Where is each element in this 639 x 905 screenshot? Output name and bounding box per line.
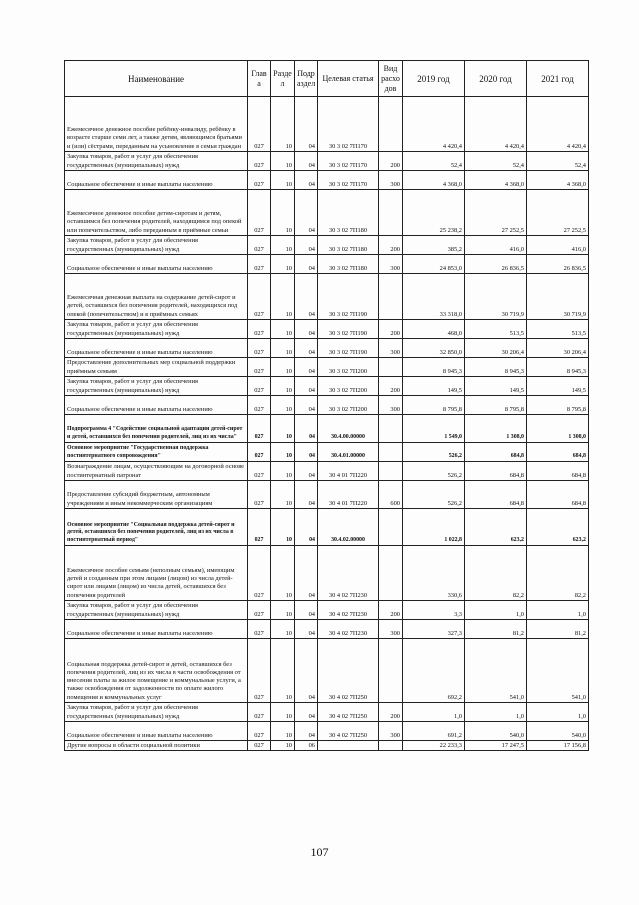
cell-podrazdel: 04 (295, 358, 318, 377)
header-year-2021: 2021 год (527, 61, 589, 97)
cell-year-2019: 526,2 (403, 462, 465, 481)
cell-article: 30 4 02 7П230 (318, 546, 379, 601)
cell-razdel: 10 (271, 274, 295, 320)
cell-article: 30 3 02 7П180 (318, 190, 379, 236)
cell-year-2021: 4 420,4 (527, 97, 589, 152)
cell-expense-type (379, 741, 403, 751)
cell-year-2021: 416,0 (527, 236, 589, 255)
cell-podrazdel: 04 (295, 546, 318, 601)
cell-year-2020: 623,2 (465, 509, 527, 546)
cell-year-2019: 330,6 (403, 546, 465, 601)
cell-razdel: 10 (271, 546, 295, 601)
cell-year-2019: 526,2 (403, 481, 465, 509)
cell-razdel: 10 (271, 97, 295, 152)
cell-razdel: 10 (271, 601, 295, 620)
cell-glava: 027 (248, 339, 271, 358)
cell-article: 30 4 02 7П250 (318, 722, 379, 741)
table-row (65, 546, 589, 601)
cell-article: 30 3 02 7П200 (318, 358, 379, 377)
cell-article: 30 3 02 7П190 (318, 339, 379, 358)
cell-razdel: 10 (271, 152, 295, 171)
cell-year-2020: 684,8 (465, 443, 527, 462)
table-row (65, 601, 589, 620)
cell-name: Ежемесячное денежное пособие ребёнку-инвалиду, ребёнку в возрасте старше семи лет, а также детям, являющимся братьями и (или) сёстрами, переданным на усыновление в семьи граждан (65, 97, 248, 152)
cell-year-2021: 52,4 (527, 152, 589, 171)
table-row (65, 703, 589, 722)
cell-year-2019: 33 318,0 (403, 274, 465, 320)
cell-podrazdel: 04 (295, 462, 318, 481)
cell-year-2020: 1,0 (465, 703, 527, 722)
cell-year-2021: 30 719,9 (527, 274, 589, 320)
cell-year-2020: 1 308,0 (465, 415, 527, 443)
cell-article: 30.4.01.00000 (318, 443, 379, 462)
cell-podrazdel: 04 (295, 620, 318, 639)
cell-podrazdel: 04 (295, 509, 318, 546)
cell-name: Вознаграждение лицам, осуществляющим на договорной основе постинтернатный патронат (65, 462, 248, 481)
cell-expense-type (379, 546, 403, 601)
cell-expense-type: 300 (379, 339, 403, 358)
cell-year-2021: 1,0 (527, 601, 589, 620)
cell-razdel: 10 (271, 481, 295, 509)
cell-year-2019: 385,2 (403, 236, 465, 255)
cell-article: 30 3 02 7П170 (318, 152, 379, 171)
cell-razdel: 10 (271, 171, 295, 190)
table-row (65, 97, 589, 152)
cell-article: 30 4 01 7П220 (318, 481, 379, 509)
cell-year-2021: 27 252,5 (527, 190, 589, 236)
cell-razdel: 10 (271, 722, 295, 741)
cell-name: Ежемесячное пособие семьям (неполным семьям), имеющим детей и созданным при этом лицами (лицом) из числа детей-сирот или лицами (лицом) из числа детей, оставшихся без попечения родителей (65, 546, 248, 601)
table-row (65, 443, 589, 462)
cell-year-2021: 82,2 (527, 546, 589, 601)
table-row (65, 481, 589, 509)
cell-year-2019: 149,5 (403, 377, 465, 396)
cell-razdel: 10 (271, 255, 295, 274)
cell-razdel: 10 (271, 443, 295, 462)
header-year-2019: 2019 год (403, 61, 465, 97)
cell-expense-type (379, 415, 403, 443)
cell-name: Закупка товаров, работ и услуг для обеспечения государственных (муниципальных) нужд (65, 152, 248, 171)
cell-year-2020: 541,0 (465, 639, 527, 703)
cell-article: 30 4 02 7П250 (318, 703, 379, 722)
cell-name: Закупка товаров, работ и услуг для обеспечения государственных (муниципальных) нужд (65, 703, 248, 722)
cell-year-2020: 4 368,0 (465, 171, 527, 190)
cell-glava: 027 (248, 152, 271, 171)
cell-glava: 027 (248, 546, 271, 601)
cell-year-2020: 30 719,9 (465, 274, 527, 320)
cell-year-2019: 327,3 (403, 620, 465, 639)
cell-glava: 027 (248, 481, 271, 509)
cell-name: Социальное обеспечение и иные выплаты населению (65, 620, 248, 639)
cell-expense-type: 300 (379, 171, 403, 190)
table-header-row (65, 61, 589, 97)
cell-glava: 027 (248, 236, 271, 255)
cell-name: Подпрограмма 4 "Содействие социальной адаптации детей-сирот и детей, оставшихся без попечения родителей, лиц из их числа" (65, 415, 248, 443)
cell-year-2019: 4 368,0 (403, 171, 465, 190)
cell-year-2021: 623,2 (527, 509, 589, 546)
cell-razdel: 10 (271, 639, 295, 703)
cell-year-2021: 4 368,0 (527, 171, 589, 190)
cell-glava: 027 (248, 274, 271, 320)
cell-year-2019: 25 238,2 (403, 190, 465, 236)
cell-razdel: 10 (271, 703, 295, 722)
cell-year-2019: 8 795,8 (403, 396, 465, 415)
cell-article: 30 4 02 7П230 (318, 620, 379, 639)
cell-razdel: 10 (271, 236, 295, 255)
cell-name: Предоставление субсидий бюджетным, автономным учреждениям и иным некоммерческим организациям (65, 481, 248, 509)
table-row (65, 620, 589, 639)
cell-year-2019: 468,0 (403, 320, 465, 339)
header-article: Целевая статья (318, 61, 379, 97)
cell-razdel: 10 (271, 415, 295, 443)
cell-name: Социальное обеспечение и иные выплаты населению (65, 255, 248, 274)
cell-name: Социальное обеспечение и иные выплаты населению (65, 339, 248, 358)
cell-name: Другие вопросы в области социальной политики (65, 741, 248, 751)
table-row (65, 415, 589, 443)
cell-expense-type: 200 (379, 152, 403, 171)
cell-year-2020: 52,4 (465, 152, 527, 171)
cell-year-2019: 691,2 (403, 722, 465, 741)
cell-year-2020: 540,0 (465, 722, 527, 741)
cell-article: 30 4 02 7П250 (318, 639, 379, 703)
cell-year-2021: 26 836,5 (527, 255, 589, 274)
cell-podrazdel: 04 (295, 255, 318, 274)
cell-glava: 027 (248, 255, 271, 274)
cell-expense-type (379, 274, 403, 320)
cell-razdel: 10 (271, 509, 295, 546)
cell-year-2020: 513,5 (465, 320, 527, 339)
cell-year-2020: 17 247,5 (465, 741, 527, 751)
cell-year-2020: 27 252,5 (465, 190, 527, 236)
cell-razdel: 10 (271, 190, 295, 236)
table-body (65, 97, 589, 751)
cell-glava: 027 (248, 703, 271, 722)
cell-name: Закупка товаров, работ и услуг для обеспечения государственных (муниципальных) нужд (65, 601, 248, 620)
cell-expense-type: 200 (379, 703, 403, 722)
cell-glava: 027 (248, 509, 271, 546)
cell-year-2021: 541,0 (527, 639, 589, 703)
table-row (65, 509, 589, 546)
cell-name: Социальное обеспечение и иные выплаты населению (65, 171, 248, 190)
cell-year-2020: 684,8 (465, 481, 527, 509)
table-row (65, 741, 589, 751)
cell-glava: 027 (248, 358, 271, 377)
cell-expense-type: 300 (379, 722, 403, 741)
cell-podrazdel: 04 (295, 443, 318, 462)
table-row (65, 320, 589, 339)
header-razdel: Разде л (271, 61, 295, 97)
cell-year-2021: 30 206,4 (527, 339, 589, 358)
cell-year-2021: 684,8 (527, 481, 589, 509)
cell-podrazdel: 04 (295, 415, 318, 443)
cell-year-2020: 1,0 (465, 601, 527, 620)
cell-podrazdel: 04 (295, 396, 318, 415)
cell-podrazdel: 06 (295, 741, 318, 751)
cell-name: Социальное обеспечение и иные выплаты населению (65, 722, 248, 741)
cell-razdel: 10 (271, 339, 295, 358)
cell-expense-type (379, 509, 403, 546)
cell-name: Закупка товаров, работ и услуг для обеспечения государственных (муниципальных) нужд (65, 236, 248, 255)
cell-expense-type: 300 (379, 255, 403, 274)
table-row (65, 377, 589, 396)
cell-glava: 027 (248, 415, 271, 443)
cell-year-2021: 17 156,8 (527, 741, 589, 751)
cell-expense-type: 200 (379, 320, 403, 339)
cell-expense-type (379, 97, 403, 152)
cell-glava: 027 (248, 443, 271, 462)
cell-article: 30 3 02 7П200 (318, 377, 379, 396)
cell-expense-type (379, 443, 403, 462)
table-row (65, 639, 589, 703)
table-row (65, 255, 589, 274)
header-podrazdel: Подр аздел (295, 61, 318, 97)
cell-podrazdel: 04 (295, 97, 318, 152)
cell-year-2020: 149,5 (465, 377, 527, 396)
header-name: Наименование (65, 61, 248, 97)
cell-year-2021: 1 308,0 (527, 415, 589, 443)
cell-expense-type (379, 462, 403, 481)
cell-podrazdel: 04 (295, 190, 318, 236)
cell-article (318, 741, 379, 751)
cell-glava: 027 (248, 320, 271, 339)
cell-year-2021: 540,0 (527, 722, 589, 741)
cell-glava: 027 (248, 396, 271, 415)
cell-article: 30 3 02 7П190 (318, 274, 379, 320)
cell-year-2019: 24 853,0 (403, 255, 465, 274)
table-row (65, 358, 589, 377)
cell-podrazdel: 04 (295, 320, 318, 339)
cell-expense-type: 200 (379, 236, 403, 255)
cell-podrazdel: 04 (295, 481, 318, 509)
cell-glava: 027 (248, 741, 271, 751)
cell-year-2020: 4 420,4 (465, 97, 527, 152)
header-year-2020: 2020 год (465, 61, 527, 97)
cell-podrazdel: 04 (295, 601, 318, 620)
cell-glava: 027 (248, 377, 271, 396)
cell-year-2019: 22 233,3 (403, 741, 465, 751)
cell-article: 30 4 02 7П230 (318, 601, 379, 620)
cell-name: Предоставление дополнительных мер социальной поддержки приёмным семьям (65, 358, 248, 377)
cell-name: Ежемесячное денежное пособие детям-сиротам и детям, оставшимся без попечения родителей, находящимся под опекой или попечительством, либо переданным в приёмные семьи (65, 190, 248, 236)
cell-glava: 027 (248, 601, 271, 620)
cell-expense-type (379, 358, 403, 377)
cell-name: Закупка товаров, работ и услуг для обеспечения государственных (муниципальных) нужд (65, 320, 248, 339)
cell-razdel: 10 (271, 462, 295, 481)
cell-article: 30.4.02.00000 (318, 509, 379, 546)
cell-razdel: 10 (271, 320, 295, 339)
cell-name: Основное мероприятие "Государственная поддержка постинтернатного сопровождения" (65, 443, 248, 462)
table-row (65, 171, 589, 190)
cell-expense-type: 200 (379, 377, 403, 396)
header-glava: Глав а (248, 61, 271, 97)
cell-razdel: 10 (271, 358, 295, 377)
page-number: 107 (310, 845, 329, 859)
cell-glava: 027 (248, 97, 271, 152)
cell-year-2020: 416,0 (465, 236, 527, 255)
cell-expense-type: 600 (379, 481, 403, 509)
cell-year-2020: 30 206,4 (465, 339, 527, 358)
cell-glava: 027 (248, 171, 271, 190)
cell-article: 30.4.00.00000 (318, 415, 379, 443)
cell-year-2020: 684,8 (465, 462, 527, 481)
header-expense-type: Вид расхо дов (379, 61, 403, 97)
cell-name: Социальное обеспечение и иные выплаты населению (65, 396, 248, 415)
cell-year-2019: 1 022,8 (403, 509, 465, 546)
table-row (65, 462, 589, 481)
cell-article: 30 3 02 7П170 (318, 171, 379, 190)
cell-year-2019: 1,0 (403, 703, 465, 722)
cell-year-2021: 513,5 (527, 320, 589, 339)
cell-razdel: 10 (271, 620, 295, 639)
cell-podrazdel: 04 (295, 722, 318, 741)
table-row (65, 339, 589, 358)
cell-expense-type: 300 (379, 396, 403, 415)
cell-podrazdel: 04 (295, 236, 318, 255)
table-row (65, 152, 589, 171)
cell-year-2020: 82,2 (465, 546, 527, 601)
cell-podrazdel: 04 (295, 639, 318, 703)
cell-razdel: 10 (271, 741, 295, 751)
cell-glava: 027 (248, 620, 271, 639)
table-row (65, 236, 589, 255)
cell-podrazdel: 04 (295, 703, 318, 722)
cell-podrazdel: 04 (295, 152, 318, 171)
cell-year-2021: 684,8 (527, 462, 589, 481)
cell-name: Закупка товаров, работ и услуг для обеспечения государственных (муниципальных) нужд (65, 377, 248, 396)
table-row (65, 190, 589, 236)
cell-expense-type: 300 (379, 620, 403, 639)
cell-expense-type (379, 639, 403, 703)
cell-razdel: 10 (271, 377, 295, 396)
cell-razdel: 10 (271, 396, 295, 415)
cell-name: Основное мероприятие "Социальная поддержка детей-сирот и детей, оставшихся без попечения родителей, лиц из их числа в постинтернатный период" (65, 509, 248, 546)
cell-name: Социальная поддержка детей-сирот и детей, оставшихся без попечения родителей, лиц из их числа в части освобождения от внесения платы за жилое помещение и коммунальные услуги, а также освобождения от задолженности по оплате жилого помещения и коммунальных услуг (65, 639, 248, 703)
cell-glava: 027 (248, 462, 271, 481)
cell-podrazdel: 04 (295, 171, 318, 190)
cell-year-2020: 8 795,8 (465, 396, 527, 415)
cell-podrazdel: 04 (295, 274, 318, 320)
cell-podrazdel: 04 (295, 377, 318, 396)
cell-glava: 027 (248, 190, 271, 236)
cell-glava: 027 (248, 722, 271, 741)
cell-article: 30 4 01 7П220 (318, 462, 379, 481)
table-row (65, 722, 589, 741)
cell-year-2020: 26 836,5 (465, 255, 527, 274)
cell-year-2019: 692,2 (403, 639, 465, 703)
cell-year-2019: 526,2 (403, 443, 465, 462)
cell-year-2021: 1,0 (527, 703, 589, 722)
cell-year-2019: 52,4 (403, 152, 465, 171)
cell-name: Ежемесячная денежная выплата на содержание детей-сирот и детей, оставшихся без попечения родителей, находящихся под опекой (попечительством) и в приёмных семьях (65, 274, 248, 320)
cell-podrazdel: 04 (295, 339, 318, 358)
budget-table (64, 60, 589, 751)
cell-expense-type: 200 (379, 601, 403, 620)
cell-year-2021: 8 945,3 (527, 358, 589, 377)
cell-year-2021: 684,8 (527, 443, 589, 462)
table-row (65, 274, 589, 320)
cell-year-2019: 3,3 (403, 601, 465, 620)
cell-article: 30 3 02 7П190 (318, 320, 379, 339)
cell-year-2021: 8 795,8 (527, 396, 589, 415)
cell-article: 30 3 02 7П180 (318, 255, 379, 274)
cell-article: 30 3 02 7П200 (318, 396, 379, 415)
cell-year-2021: 81,2 (527, 620, 589, 639)
cell-year-2019: 4 420,4 (403, 97, 465, 152)
cell-year-2020: 8 945,3 (465, 358, 527, 377)
cell-glava: 027 (248, 639, 271, 703)
cell-year-2021: 149,5 (527, 377, 589, 396)
cell-year-2019: 8 945,3 (403, 358, 465, 377)
cell-article: 30 3 02 7П170 (318, 97, 379, 152)
cell-expense-type (379, 190, 403, 236)
table-row (65, 396, 589, 415)
cell-article: 30 3 02 7П180 (318, 236, 379, 255)
cell-year-2019: 32 850,0 (403, 339, 465, 358)
cell-year-2019: 1 549,0 (403, 415, 465, 443)
cell-year-2020: 81,2 (465, 620, 527, 639)
